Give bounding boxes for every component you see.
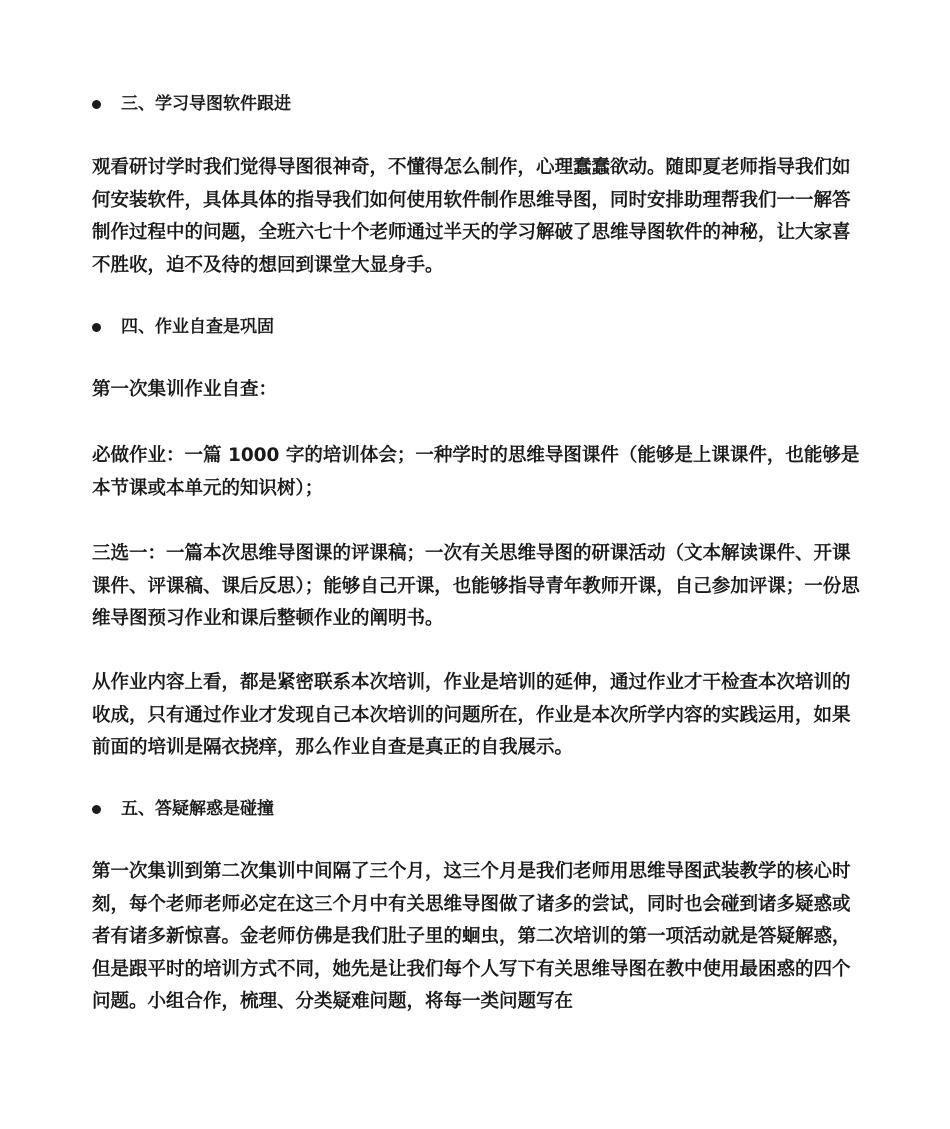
- bullet-icon: [92, 323, 101, 332]
- paragraph-qa-session: 第一次集训到第二次集训中间隔了三个月，这三个月是我们老师用思维导图武装教学的核心时刻，每个老师老师必定在这三个月中有关思维导图做了诸多的尝试，同时也会碰到诸多疑惑或者有诸多新惊喜。金老师仿佛是我们肚子里的蛔虫，第二次培训的第一项活动就是答疑解惑，但是跟平时的培训方式不同，她先是让我们每个人写下有关思维导图在教中使用最困惑的四个问题。小组合作，梳理、分类疑难问题，将每一类问题写在: [92, 861, 851, 1012]
- bullet-icon: [92, 100, 101, 109]
- section-heading-5-text: 五、答疑解惑是碰撞: [121, 799, 274, 819]
- section-heading-3: [92, 92, 872, 116]
- section-heading-4-text: 四、作业自查是巩固: [121, 317, 274, 337]
- section-heading-4: [92, 315, 872, 339]
- paragraph-software-followup: 观看研讨学时我们觉得导图很神奇，不懂得怎么制作，心理蠢蠢欲动。随即夏老师指导我们如何安装软件，具体具体的指导我们如何使用软件制作思维导图，同时安排助理帮我们一一解答制作过程中的问题，全班六七十个老师通过半天的学习解破了思维导图软件的神秘，让大家喜不胜收，迫不及待的想回到课堂大显身手。: [92, 157, 851, 276]
- paragraph-choose-one: 三选一：一篇本次思维导图课的评课稿；一次有关思维导图的研课活动（文本解读课件、开课课件、评课稿、课后反思）；能够自己开课，也能够指导青年教师开课，自己参加评课；一份思维导图预习作业和课后整顿作业的阐明书。: [92, 543, 860, 629]
- section-heading-5: [92, 797, 872, 821]
- section-heading-3-text: 三、学习导图软件跟进: [121, 94, 291, 114]
- paragraph-homework-check-title: 第一次集训作业自查：: [92, 379, 278, 400]
- bullet-icon: [92, 805, 101, 814]
- paragraph-homework-analysis: 从作业内容上看，都是紧密联系本次培训，作业是培训的延伸，通过作业才干检查本次培训的收成，只有通过作业才发现自己本次培训的问题所在，作业是本次所学内容的实践运用，如果前面的培训是隔衣挠痒，那么作业自查是真正的自我展示。: [92, 672, 851, 758]
- paragraph-required-homework: 必做作业：一篇 1000 字的培训体会；一种学时的思维导图课件（能够是上课课件，也能够是本节课或本单元的知识树）；: [92, 445, 860, 499]
